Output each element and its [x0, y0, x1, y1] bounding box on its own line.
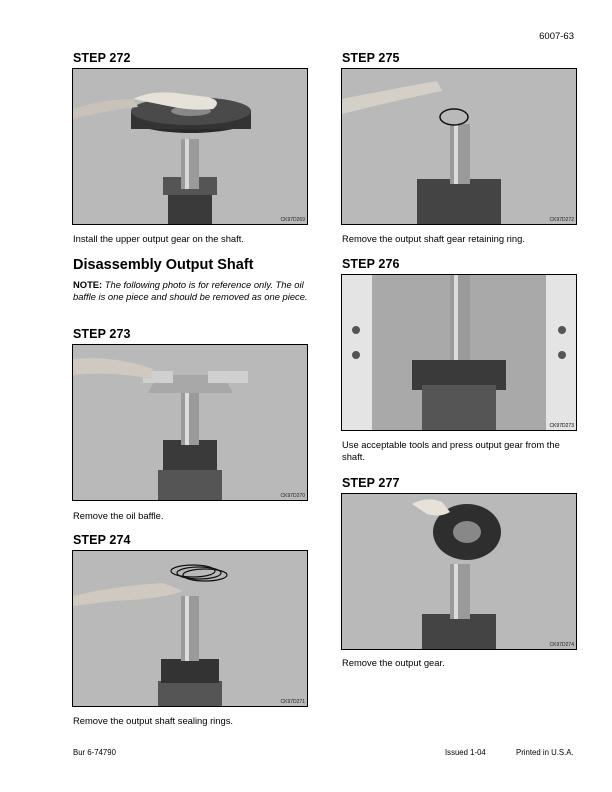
step-273-photo — [72, 344, 308, 501]
step-276-caption: Use acceptable tools and press output gear from the shaft. — [342, 439, 560, 462]
step-273-photo-code: CK97D270 — [280, 493, 305, 499]
step-275-photo — [341, 68, 577, 225]
output-gear-illustration — [342, 494, 576, 649]
step-277-photo-code: CK97D274 — [549, 642, 574, 648]
step-274-caption: Remove the output shaft sealing rings. — [73, 715, 233, 726]
step-273-caption: Remove the oil baffle. — [73, 510, 164, 521]
step-272-photo — [72, 68, 308, 225]
gear-install-illustration — [73, 69, 307, 224]
footer-printed: Printed in U.S.A. — [516, 748, 574, 757]
page-number: 6007-63 — [539, 31, 574, 42]
note-text — [73, 279, 308, 303]
step-274-heading: STEP 274 — [73, 533, 131, 547]
step-276-heading: STEP 276 — [342, 257, 400, 271]
step-277-heading: STEP 277 — [342, 476, 400, 490]
oil-baffle-illustration — [73, 345, 307, 500]
step-277-caption: Remove the output gear. — [342, 657, 445, 668]
footer-doc-number: Bur 6-74790 — [73, 748, 116, 757]
footer-issued: Issued 1-04 — [445, 748, 486, 757]
step-275-photo-code: CK97D272 — [549, 217, 574, 223]
step-272-photo-code: CK97D269 — [280, 217, 305, 223]
retaining-ring-illustration — [342, 69, 576, 224]
step-276-photo-code: CK97D273 — [549, 423, 574, 429]
step-275-caption: Remove the output shaft gear retaining ring. — [342, 233, 525, 244]
step-274-photo-code: CK97D271 — [280, 699, 305, 705]
section-heading: Disassembly Output Shaft — [73, 257, 254, 273]
sealing-rings-illustration — [73, 551, 307, 706]
step-277-photo — [341, 493, 577, 650]
note-body: The following photo is for reference only. The oil baffle is one piece and should be removed as one piece. — [73, 279, 308, 302]
step-275-heading: STEP 275 — [342, 51, 400, 65]
step-272-heading: STEP 272 — [73, 51, 131, 65]
step-276-photo — [341, 274, 577, 431]
step-272-caption: Install the upper output gear on the shaft. — [73, 233, 244, 244]
note-label: NOTE: — [73, 279, 103, 290]
step-274-photo — [72, 550, 308, 707]
press-gear-illustration — [342, 275, 576, 430]
step-273-heading: STEP 273 — [73, 327, 131, 341]
